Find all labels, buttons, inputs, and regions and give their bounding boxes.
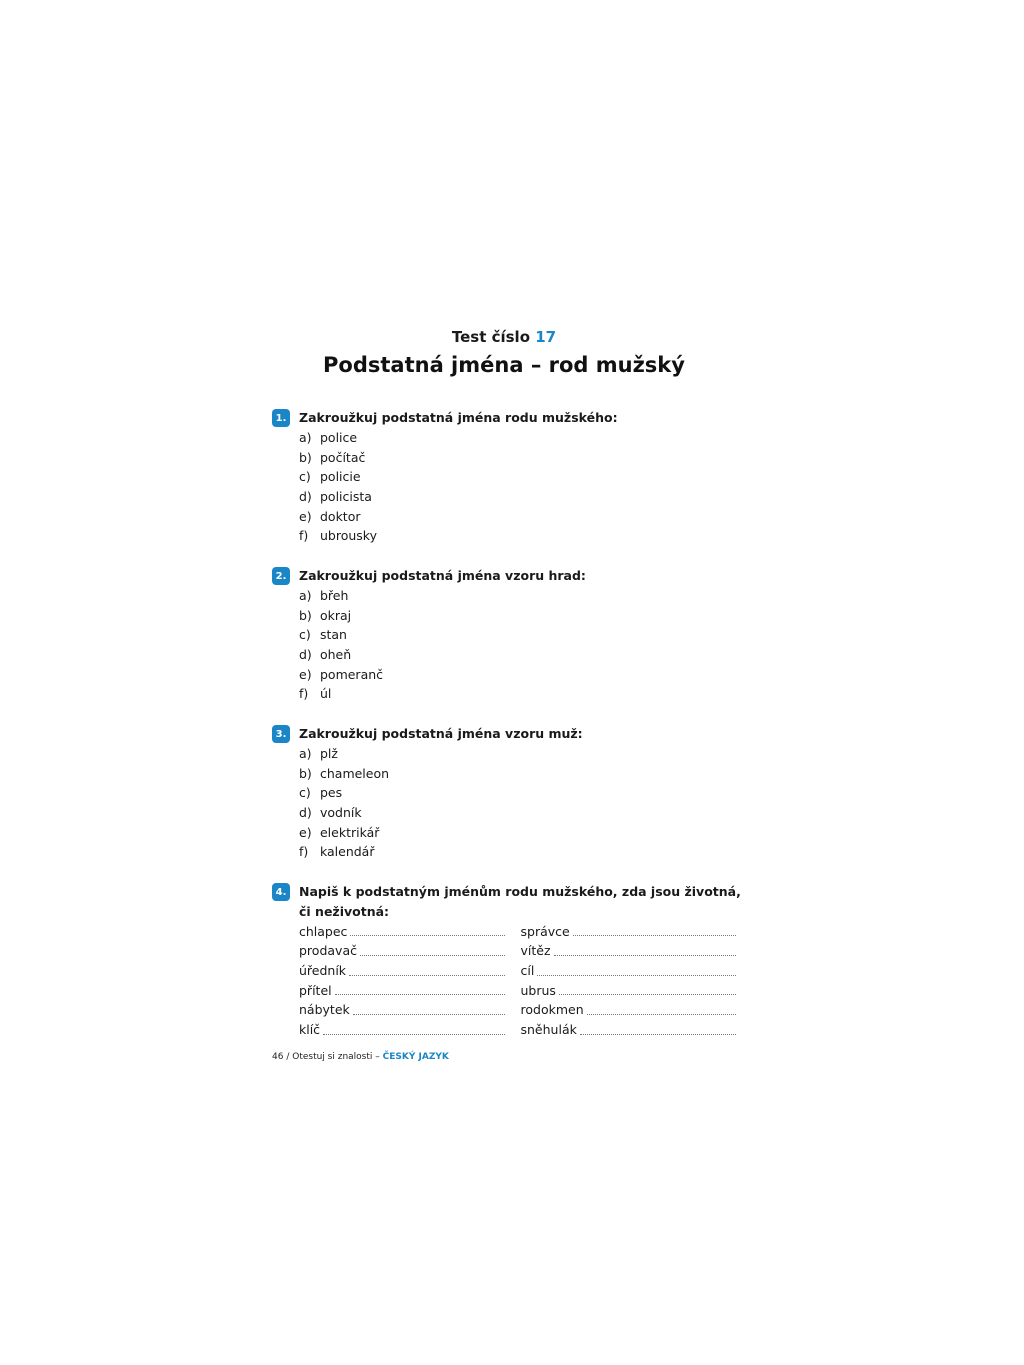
option-text: chameleon — [319, 765, 390, 781]
task-question: Zakroužkuj podstatná jména vzoru hrad: — [299, 568, 586, 583]
option-text: vodník — [319, 805, 362, 821]
task-number-badge: 1. — [272, 409, 290, 427]
option-letter: c) — [299, 785, 311, 801]
fill-row — [521, 1020, 743, 1040]
answer-line[interactable] — [335, 994, 505, 995]
answer-line[interactable] — [537, 975, 736, 976]
option-letter: a) — [299, 746, 312, 761]
page-title: Podstatná jména – rod mužský — [323, 353, 685, 377]
option-item[interactable] — [299, 684, 742, 704]
fill-row — [521, 1000, 743, 1020]
option-letter: f) — [299, 686, 309, 702]
option-letter: b) — [299, 449, 312, 465]
noun-word: cíl — [520, 963, 535, 979]
option-letter: c) — [299, 469, 311, 485]
option-text: břeh — [319, 588, 349, 603]
task-question-continued: či neživotná: — [299, 904, 390, 919]
noun-word: prodavač — [299, 943, 357, 959]
noun-word: přítel — [299, 982, 332, 998]
option-letter: a) — [299, 430, 312, 445]
option-text: úl — [319, 686, 332, 702]
fill-row — [299, 922, 521, 942]
option-letter: e) — [299, 824, 312, 840]
footer-separator: / — [286, 1052, 290, 1062]
option-item[interactable] — [299, 823, 742, 843]
option-letter: b) — [299, 607, 312, 623]
answer-line[interactable] — [559, 994, 736, 995]
fill-row — [299, 941, 521, 961]
option-item[interactable] — [299, 428, 742, 448]
option-item[interactable] — [299, 744, 742, 764]
task-number-badge: 4. — [272, 883, 290, 901]
task-2 — [272, 566, 742, 704]
fill-column-left — [299, 922, 521, 1040]
answer-line[interactable] — [350, 935, 504, 936]
option-item[interactable] — [299, 487, 742, 507]
option-item[interactable] — [299, 803, 742, 823]
answer-line[interactable] — [573, 935, 736, 936]
test-label-text: Test číslo — [451, 328, 531, 346]
noun-word: chlapec — [299, 923, 348, 939]
test-label — [0, 328, 1008, 346]
answer-line[interactable] — [349, 975, 504, 976]
option-text: pes — [319, 785, 343, 801]
option-text: police — [319, 430, 358, 445]
answer-line[interactable] — [580, 1034, 736, 1035]
option-text: policista — [319, 489, 372, 505]
answer-line[interactable] — [323, 1034, 504, 1035]
fill-row — [521, 981, 743, 1001]
option-letter: c) — [299, 627, 311, 643]
option-text: doktor — [319, 508, 361, 524]
option-text: plž — [319, 746, 338, 761]
option-letter: e) — [299, 666, 312, 682]
option-item[interactable] — [299, 526, 742, 546]
fill-row — [299, 961, 521, 981]
option-letter: d) — [299, 489, 312, 505]
option-letter: d) — [299, 805, 312, 821]
task-question: Napiš k podstatným jménům rodu mužského, zda jsou životná, — [299, 884, 741, 899]
option-item[interactable] — [299, 586, 742, 606]
option-list — [299, 586, 742, 704]
noun-word: ubrus — [520, 982, 556, 998]
option-list — [299, 428, 742, 546]
option-letter: f) — [299, 528, 309, 544]
page-number: 46 — [272, 1052, 284, 1062]
option-letter: b) — [299, 765, 312, 781]
option-text: ubrousky — [319, 528, 377, 544]
option-text: kalendář — [319, 844, 375, 860]
task-number-badge: 2. — [272, 567, 290, 585]
option-letter: e) — [299, 508, 312, 524]
noun-word: vítěz — [520, 943, 551, 959]
book-title: Otestuj si znalosti — [292, 1052, 373, 1062]
fill-row — [299, 1020, 521, 1040]
option-letter: d) — [299, 647, 312, 663]
option-text: stan — [319, 627, 347, 643]
option-text: pomeranč — [319, 666, 384, 682]
fill-in-grid — [299, 922, 742, 1040]
task-3 — [272, 724, 742, 862]
test-number: 17 — [535, 328, 557, 346]
option-text: policie — [319, 469, 361, 485]
option-item[interactable] — [299, 467, 742, 487]
noun-word: správce — [520, 923, 570, 939]
page-footer — [272, 1052, 449, 1062]
option-item[interactable] — [299, 842, 742, 862]
footer-dash: – — [375, 1052, 380, 1062]
answer-line[interactable] — [587, 1014, 736, 1015]
answer-line[interactable] — [554, 955, 736, 956]
option-item[interactable] — [299, 606, 742, 626]
noun-word: úředník — [299, 963, 347, 979]
task-number-badge: 3. — [272, 725, 290, 743]
task-question: Zakroužkuj podstatná jména vzoru muž: — [299, 726, 583, 741]
noun-word: sněhulák — [520, 1022, 577, 1038]
option-text: počítač — [319, 449, 366, 465]
fill-row — [299, 981, 521, 1001]
fill-row — [299, 1000, 521, 1020]
noun-word: klíč — [299, 1022, 321, 1038]
option-item[interactable] — [299, 645, 742, 665]
fill-row — [521, 922, 743, 942]
option-item[interactable] — [299, 665, 742, 685]
task-question: Zakroužkuj podstatná jména rodu mužského: — [299, 410, 618, 425]
option-text: elektrikář — [319, 824, 380, 840]
option-item[interactable] — [299, 507, 742, 527]
fill-row — [521, 941, 743, 961]
option-item[interactable] — [299, 448, 742, 468]
subject-name: ČESKÝ JAZYK — [382, 1052, 449, 1062]
answer-line[interactable] — [360, 955, 505, 956]
fill-column-right — [521, 922, 743, 1040]
task-1 — [272, 408, 742, 546]
option-list — [299, 744, 742, 862]
option-letter: a) — [299, 588, 312, 603]
noun-word: nábytek — [299, 1002, 350, 1018]
option-item[interactable] — [299, 764, 742, 784]
option-text: okraj — [319, 607, 352, 623]
option-letter: f) — [299, 844, 309, 860]
option-text: oheň — [319, 647, 352, 663]
fill-row — [521, 961, 743, 981]
option-item[interactable] — [299, 783, 742, 803]
option-item[interactable] — [299, 625, 742, 645]
task-4 — [272, 882, 742, 1040]
answer-line[interactable] — [353, 1014, 505, 1015]
noun-word: rodokmen — [520, 1002, 584, 1018]
